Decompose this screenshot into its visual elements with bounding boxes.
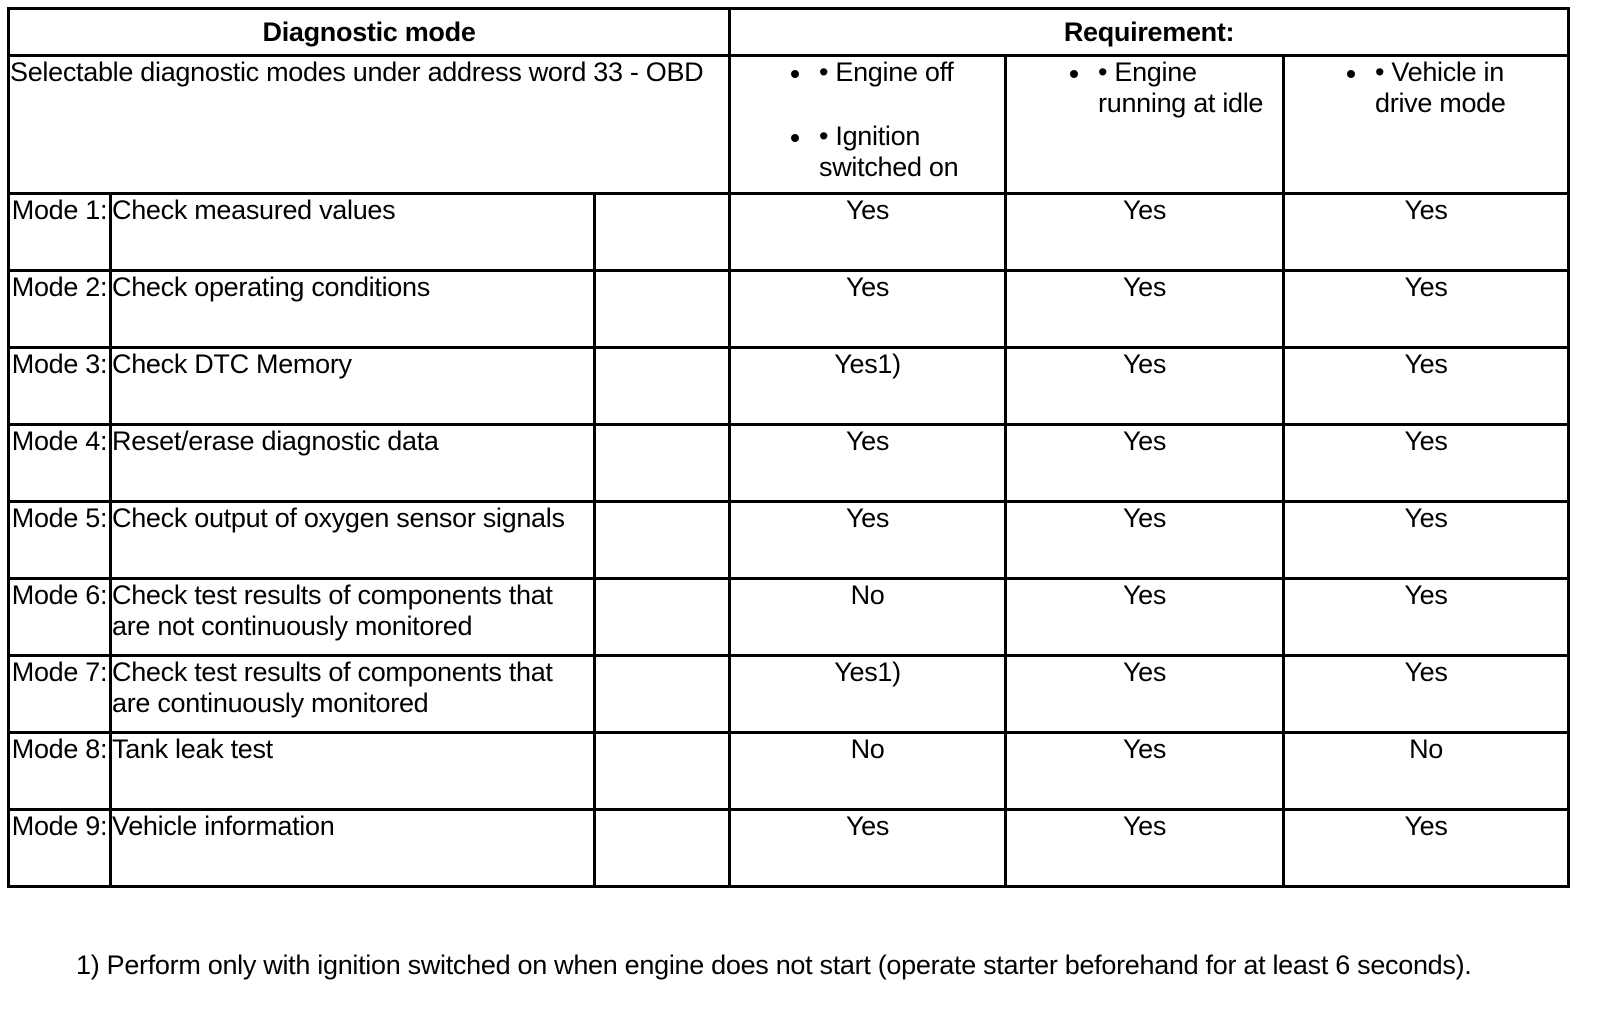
- condition-text: • Ignition switched on: [819, 121, 959, 182]
- empty-cell: [595, 194, 730, 271]
- value-drive-mode: Yes: [1284, 579, 1569, 656]
- empty-cell: [595, 810, 730, 887]
- mode-description: Check output of oxygen sensor signals: [111, 502, 595, 579]
- condition-text: • Vehicle in drive mode: [1375, 57, 1506, 118]
- mode-number: Mode 9:: [9, 810, 111, 887]
- diagnostic-mode-header: Diagnostic mode: [9, 9, 730, 56]
- subheader-row: [9, 56, 1569, 194]
- value-engine-idle: Yes: [1006, 502, 1284, 579]
- value-engine-idle: Yes: [1006, 271, 1284, 348]
- value-engine-idle: Yes: [1006, 733, 1284, 810]
- value-engine-idle: Yes: [1006, 579, 1284, 656]
- empty-cell: [595, 579, 730, 656]
- bullet-icon: [1070, 70, 1078, 78]
- value-engine-idle: Yes: [1006, 425, 1284, 502]
- value-drive-mode: Yes: [1284, 656, 1569, 733]
- mode-number: Mode 4:: [9, 425, 111, 502]
- bullet-icon: [791, 70, 799, 78]
- empty-cell: [595, 502, 730, 579]
- value-drive-mode: Yes: [1284, 348, 1569, 425]
- condition-text: • Engine off: [819, 57, 954, 87]
- value-engine-off: Yes: [730, 194, 1006, 271]
- empty-cell: [595, 271, 730, 348]
- mode-description: Check measured values: [111, 194, 595, 271]
- value-engine-idle: Yes: [1006, 656, 1284, 733]
- table-row: [9, 733, 1569, 810]
- mode-number: Mode 1:: [9, 194, 111, 271]
- mode-number: Mode 2:: [9, 271, 111, 348]
- condition-bullet: [1070, 57, 1282, 119]
- condition-engine-off-cell: [730, 56, 1006, 194]
- mode-number: Mode 3:: [9, 348, 111, 425]
- mode-description: Tank leak test: [111, 733, 595, 810]
- condition-drive-mode-cell: [1284, 56, 1569, 194]
- empty-cell: [595, 733, 730, 810]
- mode-description: Check test results of components that are not continuously monitored: [111, 579, 595, 656]
- empty-cell: [595, 656, 730, 733]
- mode-description: Reset/erase diagnostic data: [111, 425, 595, 502]
- diagnostic-modes-table: [7, 7, 1570, 888]
- value-drive-mode: Yes: [1284, 425, 1569, 502]
- table-row: [9, 271, 1569, 348]
- value-drive-mode: Yes: [1284, 271, 1569, 348]
- value-engine-off: No: [730, 579, 1006, 656]
- condition-text: • Engine running at idle: [1098, 57, 1264, 118]
- value-engine-idle: Yes: [1006, 810, 1284, 887]
- empty-cell: [595, 425, 730, 502]
- value-engine-idle: Yes: [1006, 194, 1284, 271]
- condition-bullet: [791, 57, 1004, 88]
- condition-bullet: [791, 121, 1004, 183]
- selectable-modes-label: Selectable diagnostic modes under address word 33 - OBD: [9, 56, 730, 194]
- table-row: [9, 810, 1569, 887]
- table-row: [9, 348, 1569, 425]
- value-drive-mode: Yes: [1284, 810, 1569, 887]
- mode-number: Mode 6:: [9, 579, 111, 656]
- value-engine-off: Yes: [730, 271, 1006, 348]
- table-row: [9, 502, 1569, 579]
- requirement-header: Requirement:: [730, 9, 1569, 56]
- mode-description: Vehicle information: [111, 810, 595, 887]
- mode-description: Check operating conditions: [111, 271, 595, 348]
- mode-description: Check test results of components that are continuously monitored: [111, 656, 595, 733]
- table-row: [9, 194, 1569, 271]
- value-engine-off: Yes: [730, 502, 1006, 579]
- mode-description: Check DTC Memory: [111, 348, 595, 425]
- footnote: 1) Perform only with ignition switched on when engine does not start (operate starter beforehand for at least 6 seconds).: [76, 950, 1472, 980]
- value-engine-off: Yes: [730, 425, 1006, 502]
- value-engine-off: Yes1): [730, 656, 1006, 733]
- table-row: [9, 579, 1569, 656]
- header-row: [9, 9, 1569, 56]
- value-drive-mode: Yes: [1284, 194, 1569, 271]
- bullet-icon: [1347, 70, 1355, 78]
- empty-cell: [595, 348, 730, 425]
- value-engine-off: Yes: [730, 810, 1006, 887]
- table-row: [9, 425, 1569, 502]
- value-engine-off: Yes1): [730, 348, 1006, 425]
- table-row: [9, 656, 1569, 733]
- value-drive-mode: No: [1284, 733, 1569, 810]
- mode-number: Mode 8:: [9, 733, 111, 810]
- value-engine-off: No: [730, 733, 1006, 810]
- condition-bullet: [1347, 57, 1567, 119]
- condition-engine-idle-cell: [1006, 56, 1284, 194]
- value-engine-idle: Yes: [1006, 348, 1284, 425]
- mode-number: Mode 7:: [9, 656, 111, 733]
- mode-number: Mode 5:: [9, 502, 111, 579]
- bullet-icon: [791, 134, 799, 142]
- value-drive-mode: Yes: [1284, 502, 1569, 579]
